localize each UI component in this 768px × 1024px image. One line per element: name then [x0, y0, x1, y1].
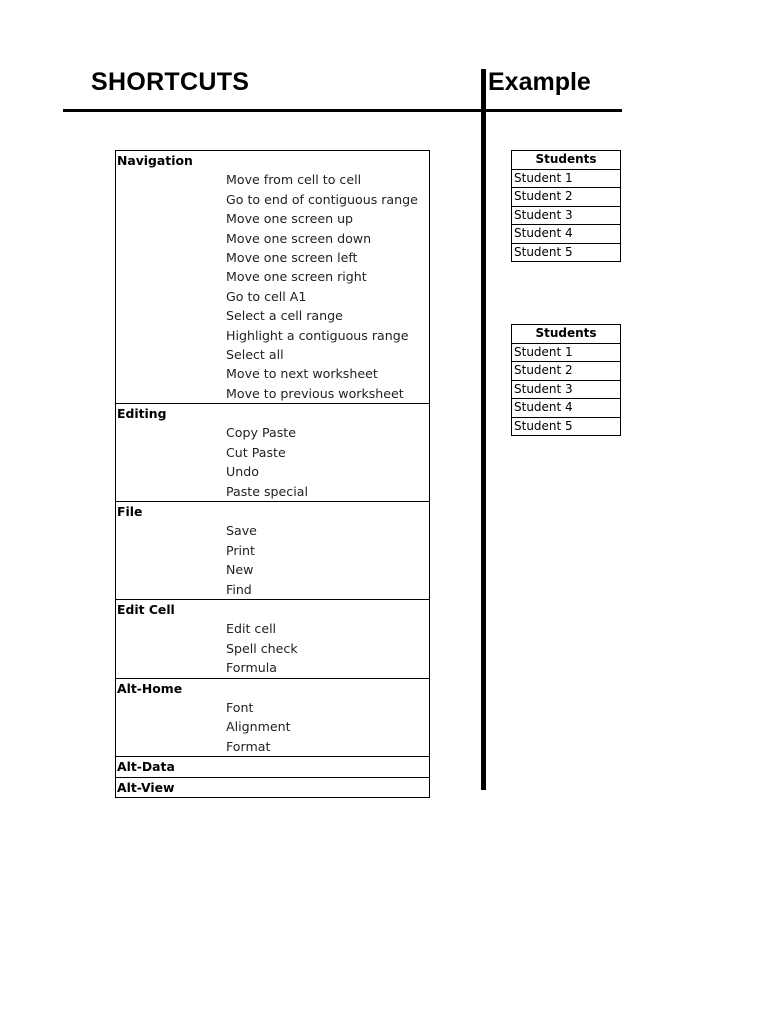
student-cell: Student 5 [512, 417, 621, 436]
table-row [512, 188, 621, 207]
shortcut-item: Move from cell to cell [226, 172, 362, 188]
shortcut-section [116, 403, 429, 501]
student-cell: Student 2 [512, 362, 621, 381]
table-row [512, 225, 621, 244]
shortcut-item: Move one screen right [226, 269, 367, 285]
shortcut-section [116, 599, 429, 678]
shortcut-item: Undo [226, 464, 259, 480]
shortcut-item: Go to cell A1 [226, 288, 307, 304]
shortcut-section [116, 151, 429, 403]
shortcut-item: Move to next worksheet [226, 366, 378, 382]
example-table-1 [511, 150, 621, 262]
section-title: Editing [117, 406, 167, 422]
section-title: Navigation [117, 153, 193, 168]
section-title: Edit Cell [117, 601, 175, 617]
student-cell: Student 4 [512, 399, 621, 418]
shortcut-item: Formula [226, 660, 277, 676]
shortcut-item: Font [226, 699, 254, 715]
table-row [512, 206, 621, 225]
table-row [512, 362, 621, 381]
shortcut-item: Spell check [226, 640, 298, 656]
shortcut-item: Format [226, 738, 271, 754]
shortcut-item: Find [226, 581, 252, 597]
column-divider-line [481, 69, 486, 790]
section-title: Alt-Data [117, 759, 175, 775]
shortcut-item: Alignment [226, 719, 291, 735]
shortcut-item: New [226, 562, 254, 578]
shortcuts-table [115, 150, 430, 798]
student-cell: Student 1 [512, 169, 621, 188]
table-row [512, 169, 621, 188]
shortcut-item: Select all [226, 346, 284, 362]
shortcut-item: Save [226, 523, 257, 539]
heading-divider-line [63, 109, 622, 112]
student-cell: Student 3 [512, 380, 621, 399]
shortcut-section [116, 678, 429, 757]
shortcuts-heading: SHORTCUTS [91, 68, 250, 96]
shortcut-item: Highlight a contiguous range [226, 327, 409, 343]
section-title: File [117, 504, 143, 520]
shortcut-item: Paste special [226, 483, 308, 499]
shortcut-item: Select a cell range [226, 308, 343, 324]
shortcut-item: Cut Paste [226, 444, 286, 460]
students-header-cell: Students [512, 325, 621, 344]
table-row [512, 380, 621, 399]
shortcut-item: Move one screen up [226, 211, 354, 227]
shortcut-section [116, 756, 429, 776]
student-cell: Student 1 [512, 343, 621, 362]
shortcut-item: Move one screen down [226, 230, 372, 246]
section-title: Alt-View [117, 779, 175, 795]
table-row [512, 343, 621, 362]
student-cell: Student 3 [512, 206, 621, 225]
shortcut-item: Edit cell [226, 621, 277, 637]
shortcut-item: Move one screen left [226, 249, 358, 265]
example-table-2 [511, 324, 621, 436]
shortcut-item: Go to end of contiguous range [226, 191, 418, 207]
shortcut-section [116, 501, 429, 599]
students-header-cell: Students [512, 151, 621, 170]
shortcut-item: Copy Paste [226, 425, 296, 441]
example-heading: Example [488, 68, 591, 96]
shortcut-item: Print [226, 542, 255, 558]
student-cell: Student 4 [512, 225, 621, 244]
shortcut-item: Move to previous worksheet [226, 385, 404, 401]
table-row [512, 243, 621, 262]
table-row [512, 417, 621, 436]
table-row [512, 399, 621, 418]
section-title: Alt-Home [117, 680, 183, 696]
student-cell: Student 2 [512, 188, 621, 207]
student-cell: Student 5 [512, 243, 621, 262]
shortcut-section [116, 777, 429, 797]
